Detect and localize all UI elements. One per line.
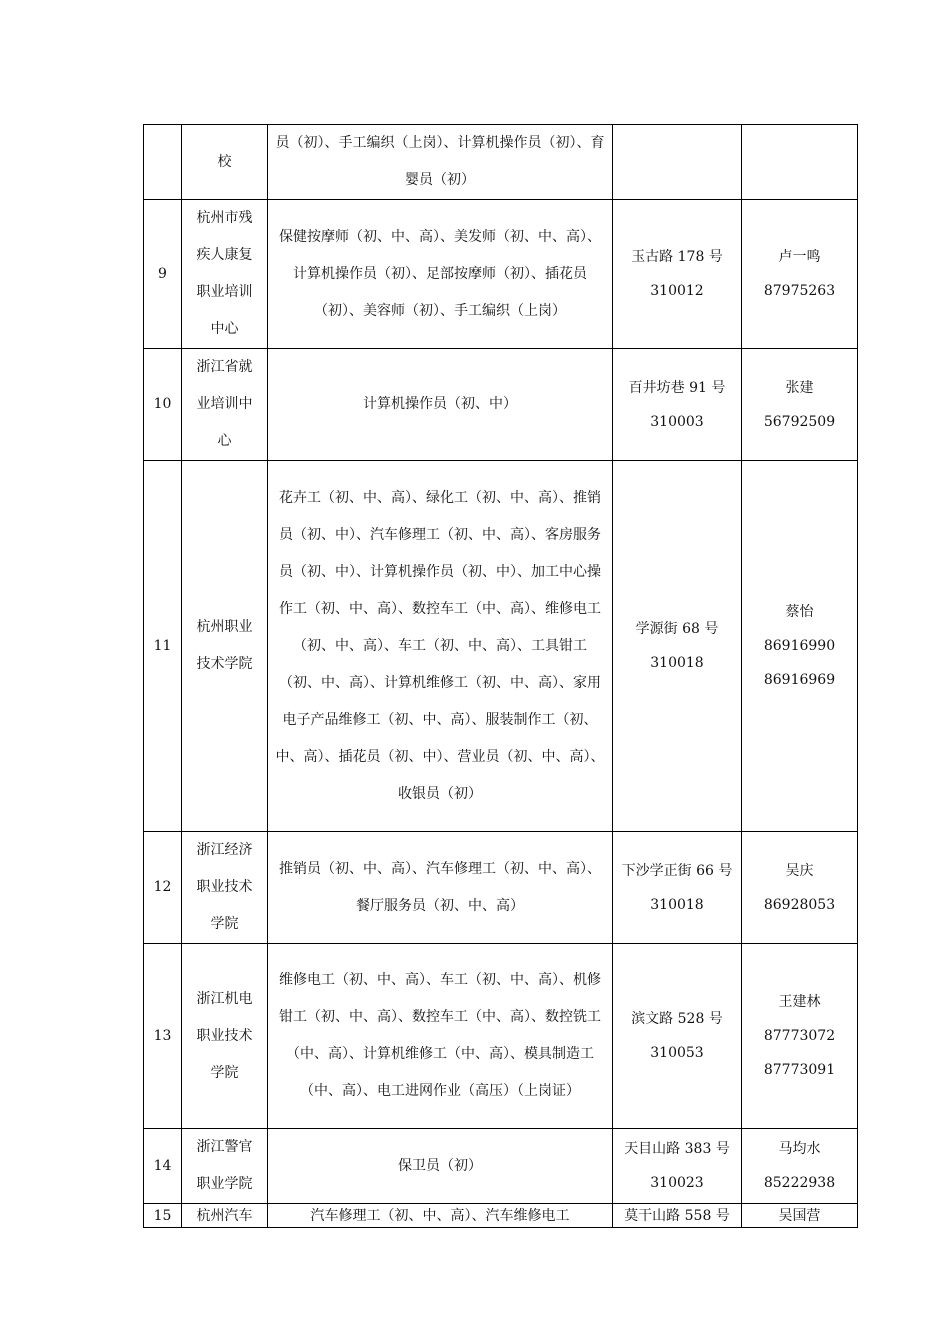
table-row bbox=[144, 200, 858, 349]
postcode: 310012 bbox=[650, 283, 704, 299]
address-cell bbox=[613, 944, 742, 1129]
contact-cell bbox=[742, 349, 858, 461]
address-cell bbox=[613, 461, 742, 832]
contact-cell bbox=[742, 200, 858, 349]
street-address: 下沙学正街 66 号 bbox=[621, 862, 733, 879]
contact-cell bbox=[742, 1129, 858, 1204]
phone-number: 86928053 bbox=[763, 896, 836, 913]
address-cell bbox=[613, 832, 742, 944]
contact-cell bbox=[742, 944, 858, 1129]
phone-number: 86916969 bbox=[763, 672, 836, 688]
phone-number: 86916990 bbox=[763, 638, 836, 654]
institution-name: 杭州市残疾人康复职业培训中心 bbox=[182, 200, 268, 349]
institution-name: 校 bbox=[182, 125, 268, 200]
training-jobs: 花卉工（初、中、高）、绿化工（初、中、高）、推销员（初、中）、汽车修理工（初、中、高）、客房服务员（初、中）、计算机操作员（初、中）、加工中心操作工（初、中、高）、数控车工（中、高）、维修电工（初、中、高）、车工（初、中、高）、工具钳工（初、中、高）、计算机维修工（初、中、高）、家用电子产品维修工（初、中、高）、服装制作工（初、中、高）、插花员（初、中）、营业员（初、中、高）、收银员（初） bbox=[268, 461, 613, 832]
address-cell bbox=[613, 1129, 742, 1204]
postcode: 310018 bbox=[650, 655, 704, 671]
institution-name: 杭州汽车 bbox=[182, 1204, 268, 1228]
training-jobs: 计算机操作员（初、中） bbox=[268, 349, 613, 461]
row-number: 15 bbox=[144, 1204, 182, 1228]
contact-person: 蔡怡 bbox=[785, 604, 814, 620]
phone-number: 85222938 bbox=[763, 1175, 836, 1191]
row-number: 14 bbox=[144, 1129, 182, 1204]
row-number: 9 bbox=[144, 200, 182, 349]
postcode: 310053 bbox=[650, 1045, 704, 1061]
table-row bbox=[144, 832, 858, 944]
row-number bbox=[144, 125, 182, 200]
row-number: 11 bbox=[144, 461, 182, 832]
row-number: 10 bbox=[144, 349, 182, 461]
institution-name: 杭州职业技术学院 bbox=[182, 461, 268, 832]
street-address: 莫干山路 558 号 bbox=[624, 1207, 730, 1224]
table-row bbox=[144, 1204, 858, 1228]
postcode: 310003 bbox=[650, 413, 704, 430]
table-row bbox=[144, 349, 858, 461]
training-jobs: 保健按摩师（初、中、高）、美发师（初、中、高）、计算机操作员（初）、足部按摩师（初）、插花员（初）、美容师（初）、手工编织（上岗） bbox=[268, 200, 613, 349]
contact-person: 吴庆 bbox=[785, 862, 814, 879]
contact-person: 王建林 bbox=[778, 994, 821, 1010]
street-address: 玉古路 178 号 bbox=[631, 249, 723, 265]
street-address: 学源街 68 号 bbox=[635, 621, 719, 637]
institution-name: 浙江省就业培训中心 bbox=[182, 349, 268, 461]
phone-number: 56792509 bbox=[763, 413, 836, 430]
institution-name: 浙江警官职业学院 bbox=[182, 1129, 268, 1204]
table-row bbox=[144, 944, 858, 1129]
contact-cell bbox=[742, 1204, 858, 1228]
table-row bbox=[144, 1129, 858, 1204]
contact-person: 卢一鸣 bbox=[778, 249, 821, 265]
phone-number: 87773072 bbox=[763, 1028, 836, 1044]
address-cell bbox=[613, 349, 742, 461]
contact-cell bbox=[742, 461, 858, 832]
address-cell bbox=[613, 125, 742, 200]
street-address: 滨文路 528 号 bbox=[631, 1011, 723, 1027]
contact-cell bbox=[742, 832, 858, 944]
training-jobs: 保卫员（初） bbox=[268, 1129, 613, 1204]
postcode: 310018 bbox=[650, 896, 704, 913]
postcode: 310023 bbox=[650, 1175, 704, 1191]
table-row bbox=[144, 125, 858, 200]
training-institutions-table bbox=[143, 124, 858, 1228]
address-cell bbox=[613, 200, 742, 349]
training-jobs: 维修电工（初、中、高）、车工（初、中、高）、机修钳工（初、中、高）、数控车工（中、高）、数控铣工（中、高）、计算机维修工（中、高）、模具制造工（中、高）、电工进网作业（高压）（上岗证） bbox=[268, 944, 613, 1129]
table-row bbox=[144, 461, 858, 832]
training-jobs: 汽车修理工（初、中、高）、汽车维修电工 bbox=[268, 1204, 613, 1228]
street-address: 天目山路 383 号 bbox=[624, 1141, 730, 1157]
contact-person: 马均水 bbox=[778, 1141, 821, 1157]
contact-cell bbox=[742, 125, 858, 200]
training-jobs: 推销员（初、中、高）、汽车修理工（初、中、高）、餐厅服务员（初、中、高） bbox=[268, 832, 613, 944]
institution-name: 浙江经济职业技术学院 bbox=[182, 832, 268, 944]
row-number: 12 bbox=[144, 832, 182, 944]
row-number: 13 bbox=[144, 944, 182, 1129]
phone-number: 87773091 bbox=[763, 1062, 836, 1078]
contact-person: 张建 bbox=[785, 379, 814, 396]
contact-person: 吴国营 bbox=[778, 1207, 821, 1224]
address-cell bbox=[613, 1204, 742, 1228]
training-jobs: 员（初）、手工编织（上岗）、计算机操作员（初）、育婴员（初） bbox=[268, 125, 613, 200]
street-address: 百井坊巷 91 号 bbox=[628, 379, 726, 396]
institution-name: 浙江机电职业技术学院 bbox=[182, 944, 268, 1129]
phone-number: 87975263 bbox=[763, 283, 836, 299]
